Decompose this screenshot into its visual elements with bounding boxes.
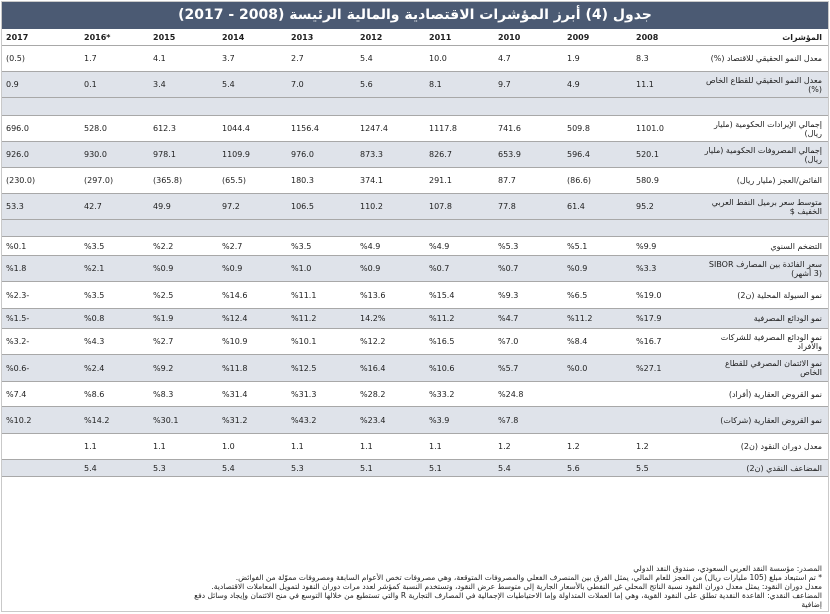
indicator-header: المؤشرات bbox=[701, 30, 828, 46]
value-cell: %10.1 bbox=[287, 329, 356, 355]
value-cell: 5.6 bbox=[563, 460, 632, 477]
table-row bbox=[2, 237, 828, 256]
value-cell: 291.1 bbox=[425, 168, 494, 194]
value-cell bbox=[632, 382, 701, 407]
year-header: 2012 bbox=[356, 30, 425, 46]
value-cell: %2.5 bbox=[149, 282, 218, 309]
value-cell: 5.4 bbox=[494, 460, 563, 477]
value-cell: 97.2 bbox=[218, 194, 287, 220]
value-cell: %16.7 bbox=[632, 329, 701, 355]
value-cell: %33.2 bbox=[425, 382, 494, 407]
value-cell: 5.1 bbox=[425, 460, 494, 477]
value-cell: %7.8 bbox=[494, 407, 563, 434]
value-cell: 612.3 bbox=[149, 116, 218, 142]
value-cell: %10.6 bbox=[425, 355, 494, 382]
value-cell: 9.7 bbox=[494, 72, 563, 98]
value-cell: 53.3 bbox=[2, 194, 80, 220]
value-cell: %5.3 bbox=[494, 237, 563, 256]
table-title: جدول (4) أبرز المؤشرات الاقتصادية والمالية الرئيسة (2008 - 2017) bbox=[2, 2, 828, 29]
value-cell: %6.5 bbox=[563, 282, 632, 309]
year-header: 2008 bbox=[632, 30, 701, 46]
value-cell: 1.1 bbox=[356, 434, 425, 460]
value-cell: %2.2 bbox=[149, 237, 218, 256]
spacer-cell bbox=[2, 220, 828, 237]
footnote: المضاعف النقدي: القاعدة النقدية تطلق على النقود القوية، وهي إما العملات المتداولة وإما الاحتياطيات الإجمالية في المصارف التجارية R والتي تستطيع من خلالها التوسع في منح الائتمان وإيجاد وسائل دفع bbox=[194, 591, 822, 600]
value-cell: 520.1 bbox=[632, 142, 701, 168]
value-cell: %14.6 bbox=[218, 282, 287, 309]
value-cell: %12.4 bbox=[218, 309, 287, 329]
row-label: نمو القروض العقارية (أفراد) bbox=[701, 382, 828, 407]
row-label: معدل النمو الحقيقي للقطاع الخاص (%) bbox=[701, 72, 828, 98]
value-cell: 1.1 bbox=[425, 434, 494, 460]
row-label: نمو الودائع المصرفية bbox=[701, 309, 828, 329]
value-cell: %31.4 bbox=[218, 382, 287, 407]
value-cell: (65.5) bbox=[218, 168, 287, 194]
value-cell bbox=[563, 407, 632, 434]
value-cell: 106.5 bbox=[287, 194, 356, 220]
value-cell: %11.2 bbox=[287, 309, 356, 329]
table-row bbox=[2, 329, 828, 355]
value-cell bbox=[563, 382, 632, 407]
value-cell: 1.1 bbox=[80, 434, 149, 460]
table-body bbox=[2, 46, 828, 477]
value-cell: %9.3 bbox=[494, 282, 563, 309]
value-cell: %28.2 bbox=[356, 382, 425, 407]
value-cell: 0.1 bbox=[80, 72, 149, 98]
table-row bbox=[2, 194, 828, 220]
value-cell: 3.4 bbox=[149, 72, 218, 98]
value-cell: %15.4 bbox=[425, 282, 494, 309]
value-cell: 580.9 bbox=[632, 168, 701, 194]
footnote: إضافية bbox=[801, 600, 822, 609]
row-label: معدل دوران النقود (ن2) bbox=[701, 434, 828, 460]
value-cell: 1.2 bbox=[563, 434, 632, 460]
value-cell: %1.5- bbox=[2, 309, 80, 329]
value-cell: (0.5) bbox=[2, 46, 80, 72]
value-cell: %31.3 bbox=[287, 382, 356, 407]
value-cell: %11.8 bbox=[218, 355, 287, 382]
value-cell: (230.0) bbox=[2, 168, 80, 194]
value-cell: %10.9 bbox=[218, 329, 287, 355]
value-cell: 14.2% bbox=[356, 309, 425, 329]
table-row bbox=[2, 282, 828, 309]
row-label: التضخم السنوي bbox=[701, 237, 828, 256]
value-cell: 1117.8 bbox=[425, 116, 494, 142]
row-label: نمو الودائع المصرفية للشركات والأفراد bbox=[701, 329, 828, 355]
value-cell: %8.3 bbox=[149, 382, 218, 407]
table-row bbox=[2, 382, 828, 407]
value-cell: 374.1 bbox=[356, 168, 425, 194]
value-cell: %2.7 bbox=[149, 329, 218, 355]
value-cell: 1247.4 bbox=[356, 116, 425, 142]
value-cell: 77.8 bbox=[494, 194, 563, 220]
table-row bbox=[2, 407, 828, 434]
value-cell: 741.6 bbox=[494, 116, 563, 142]
value-cell: 1109.9 bbox=[218, 142, 287, 168]
value-cell bbox=[2, 434, 80, 460]
header-row bbox=[2, 30, 828, 46]
value-cell: 1.2 bbox=[494, 434, 563, 460]
footnote: معدل دوران النقود: يمثل معدل دوران النقود نسبة الناتج المحلي غير النفطي بالأسعار الجارية إلى متوسط عرض النقود، وتستخدم النسبة كمؤشر لعدد مرات دوران النقود لتمويل المعاملات الاقتصادية. bbox=[211, 582, 822, 591]
footnote: * تم استبعاد مبلغ (105 مليارات ريال) من العجز للعام المالي، يمثل الفرق بين المنصرف الفعلي والمصروفات المتوقعة، وهي مصروفات تخص الأعوام السابقة ومصروفات مموّلة من الفوائض. bbox=[235, 573, 822, 582]
table-row bbox=[2, 116, 828, 142]
value-cell: %1.9 bbox=[149, 309, 218, 329]
value-cell: 528.0 bbox=[80, 116, 149, 142]
value-cell: %12.5 bbox=[287, 355, 356, 382]
row-label: نمو الائتمان المصرفي للقطاع الخاص bbox=[701, 355, 828, 382]
value-cell: 653.9 bbox=[494, 142, 563, 168]
value-cell: %27.1 bbox=[632, 355, 701, 382]
value-cell: %17.9 bbox=[632, 309, 701, 329]
value-cell: %2.1 bbox=[80, 256, 149, 282]
spacer-cell bbox=[2, 98, 828, 116]
table-row bbox=[2, 355, 828, 382]
value-cell: %19.0 bbox=[632, 282, 701, 309]
value-cell: 2.7 bbox=[287, 46, 356, 72]
value-cell: (297.0) bbox=[80, 168, 149, 194]
value-cell: 5.1 bbox=[356, 460, 425, 477]
value-cell: %30.1 bbox=[149, 407, 218, 434]
value-cell: %9.2 bbox=[149, 355, 218, 382]
row-label: متوسط سعر برميل النفط العربي الخفيف $ bbox=[701, 194, 828, 220]
value-cell: 4.1 bbox=[149, 46, 218, 72]
value-cell: %0.9 bbox=[563, 256, 632, 282]
value-cell: %16.4 bbox=[356, 355, 425, 382]
value-cell: 826.7 bbox=[425, 142, 494, 168]
value-cell: %4.3 bbox=[80, 329, 149, 355]
value-cell: %12.2 bbox=[356, 329, 425, 355]
value-cell: %5.7 bbox=[494, 355, 563, 382]
value-cell: %5.1 bbox=[563, 237, 632, 256]
value-cell: %2.4 bbox=[80, 355, 149, 382]
value-cell: (86.6) bbox=[563, 168, 632, 194]
table-row bbox=[2, 256, 828, 282]
row-label: المضاعف النقدي (ن2) bbox=[701, 460, 828, 477]
value-cell: %10.2 bbox=[2, 407, 80, 434]
value-cell: %3.5 bbox=[287, 237, 356, 256]
table-row bbox=[2, 72, 828, 98]
value-cell: 0.9 bbox=[2, 72, 80, 98]
value-cell: %0.6- bbox=[2, 355, 80, 382]
value-cell: %31.2 bbox=[218, 407, 287, 434]
value-cell: 509.8 bbox=[563, 116, 632, 142]
value-cell: 61.4 bbox=[563, 194, 632, 220]
value-cell: %0.9 bbox=[149, 256, 218, 282]
value-cell: %7.4 bbox=[2, 382, 80, 407]
value-cell: %3.9 bbox=[425, 407, 494, 434]
year-header: *2016 bbox=[80, 30, 149, 46]
value-cell: %4.9 bbox=[425, 237, 494, 256]
table-row bbox=[2, 460, 828, 477]
value-cell: %16.5 bbox=[425, 329, 494, 355]
value-cell: (365.8) bbox=[149, 168, 218, 194]
year-header: 2015 bbox=[149, 30, 218, 46]
value-cell: %0.8 bbox=[80, 309, 149, 329]
value-cell: 1156.4 bbox=[287, 116, 356, 142]
value-cell: %13.6 bbox=[356, 282, 425, 309]
value-cell: 7.0 bbox=[287, 72, 356, 98]
value-cell: %43.2 bbox=[287, 407, 356, 434]
value-cell: 107.8 bbox=[425, 194, 494, 220]
value-cell: 5.3 bbox=[149, 460, 218, 477]
value-cell: 930.0 bbox=[80, 142, 149, 168]
value-cell: %0.0 bbox=[563, 355, 632, 382]
value-cell: 5.4 bbox=[218, 460, 287, 477]
value-cell: 8.1 bbox=[425, 72, 494, 98]
value-cell: 5.6 bbox=[356, 72, 425, 98]
row-label: سعر الفائدة بين المصارف SIBOR (3 أشهر) bbox=[701, 256, 828, 282]
value-cell: 1.2 bbox=[632, 434, 701, 460]
value-cell: 4.9 bbox=[563, 72, 632, 98]
value-cell: 976.0 bbox=[287, 142, 356, 168]
value-cell: %11.2 bbox=[563, 309, 632, 329]
value-cell: 1.0 bbox=[218, 434, 287, 460]
value-cell: %2.3- bbox=[2, 282, 80, 309]
value-cell: %1.8 bbox=[2, 256, 80, 282]
value-cell: 978.1 bbox=[149, 142, 218, 168]
value-cell bbox=[632, 407, 701, 434]
value-cell: %3.3 bbox=[632, 256, 701, 282]
table-row bbox=[2, 142, 828, 168]
value-cell: 5.4 bbox=[356, 46, 425, 72]
value-cell: %8.4 bbox=[563, 329, 632, 355]
indicators-table bbox=[2, 30, 828, 477]
value-cell: 696.0 bbox=[2, 116, 80, 142]
value-cell: %8.6 bbox=[80, 382, 149, 407]
table-row bbox=[2, 168, 828, 194]
value-cell: 926.0 bbox=[2, 142, 80, 168]
value-cell: 1101.0 bbox=[632, 116, 701, 142]
year-header: 2013 bbox=[287, 30, 356, 46]
value-cell: %0.9 bbox=[356, 256, 425, 282]
year-header: 2009 bbox=[563, 30, 632, 46]
value-cell: %11.2 bbox=[425, 309, 494, 329]
year-header: 2017 bbox=[2, 30, 80, 46]
value-cell: 1.9 bbox=[563, 46, 632, 72]
value-cell: %0.7 bbox=[494, 256, 563, 282]
row-label: نمو السيولة المحلية (ن2) bbox=[701, 282, 828, 309]
value-cell bbox=[2, 460, 80, 477]
spacer-row bbox=[2, 98, 828, 116]
table-row bbox=[2, 309, 828, 329]
table-row bbox=[2, 46, 828, 72]
value-cell: 180.3 bbox=[287, 168, 356, 194]
value-cell: %7.0 bbox=[494, 329, 563, 355]
value-cell: 95.2 bbox=[632, 194, 701, 220]
value-cell: %14.2 bbox=[80, 407, 149, 434]
value-cell: 5.3 bbox=[287, 460, 356, 477]
row-label: الفائض/العجز (مليار ريال) bbox=[701, 168, 828, 194]
value-cell: %0.7 bbox=[425, 256, 494, 282]
value-cell: 5.5 bbox=[632, 460, 701, 477]
value-cell: %0.9 bbox=[218, 256, 287, 282]
value-cell: 49.9 bbox=[149, 194, 218, 220]
value-cell: 3.7 bbox=[218, 46, 287, 72]
value-cell: %4.9 bbox=[356, 237, 425, 256]
value-cell: %23.4 bbox=[356, 407, 425, 434]
value-cell: 596.4 bbox=[563, 142, 632, 168]
value-cell: 873.3 bbox=[356, 142, 425, 168]
year-header: 2011 bbox=[425, 30, 494, 46]
indicators-card bbox=[1, 1, 829, 612]
value-cell: %3.5 bbox=[80, 237, 149, 256]
value-cell: 8.3 bbox=[632, 46, 701, 72]
value-cell: %9.9 bbox=[632, 237, 701, 256]
value-cell: 5.4 bbox=[80, 460, 149, 477]
value-cell: %4.7 bbox=[494, 309, 563, 329]
row-label: إجمالي الإيرادات الحكومية (مليار ريال) bbox=[701, 116, 828, 142]
value-cell: 1.7 bbox=[80, 46, 149, 72]
row-label: معدل النمو الحقيقي للاقتصاد (%) bbox=[701, 46, 828, 72]
year-header: 2010 bbox=[494, 30, 563, 46]
value-cell: 1044.4 bbox=[218, 116, 287, 142]
value-cell: 5.4 bbox=[218, 72, 287, 98]
value-cell: 4.7 bbox=[494, 46, 563, 72]
value-cell: %0.1 bbox=[2, 237, 80, 256]
table-row bbox=[2, 434, 828, 460]
spacer-row bbox=[2, 220, 828, 237]
value-cell: %3.2- bbox=[2, 329, 80, 355]
value-cell: 1.1 bbox=[287, 434, 356, 460]
row-label: نمو القروض العقارية (شركات) bbox=[701, 407, 828, 434]
value-cell: %3.5 bbox=[80, 282, 149, 309]
value-cell: 110.2 bbox=[356, 194, 425, 220]
row-label: إجمالي المصروفات الحكومية (مليار ريال) bbox=[701, 142, 828, 168]
value-cell: %24.8 bbox=[494, 382, 563, 407]
value-cell: %2.7 bbox=[218, 237, 287, 256]
value-cell: 10.0 bbox=[425, 46, 494, 72]
footnotes bbox=[8, 564, 822, 609]
value-cell: 11.1 bbox=[632, 72, 701, 98]
value-cell: %1.0 bbox=[287, 256, 356, 282]
source-note: المصدر: مؤسسة النقد العربي السعودي، صندوق النقد الدولي bbox=[633, 564, 822, 573]
value-cell: 42.7 bbox=[80, 194, 149, 220]
value-cell: 87.7 bbox=[494, 168, 563, 194]
value-cell: %11.1 bbox=[287, 282, 356, 309]
value-cell: 1.1 bbox=[149, 434, 218, 460]
year-header: 2014 bbox=[218, 30, 287, 46]
